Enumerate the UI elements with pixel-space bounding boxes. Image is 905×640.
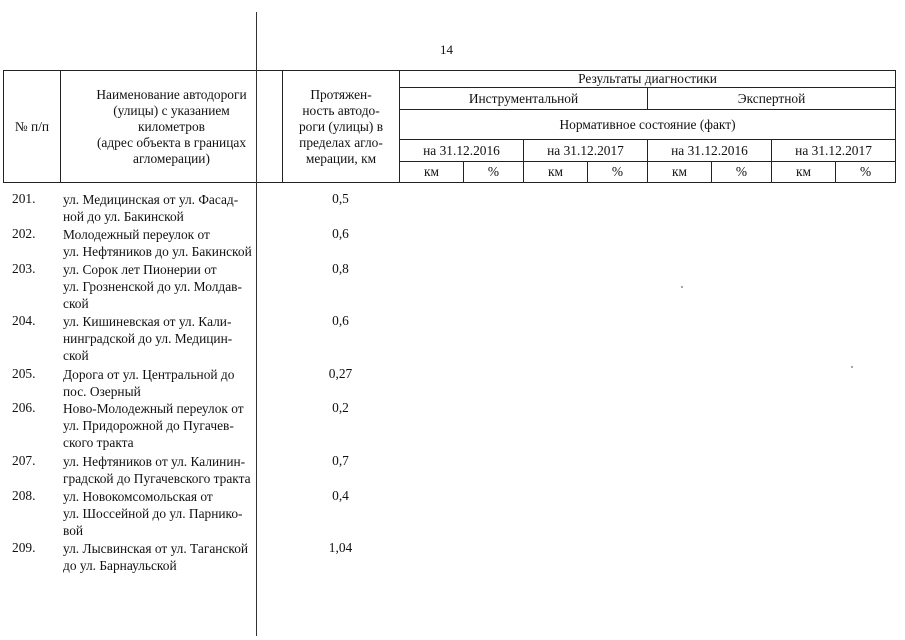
road-name [63,261,281,312]
col-length-line: пределах агло- [299,134,383,150]
road-name [63,366,281,400]
road-name-line: ной до ул. Бакинской [63,209,184,224]
col-length-line: роги (улицы) в [298,118,384,134]
row-number: 205. [12,366,36,381]
row-number: 207. [12,453,36,468]
row-number: 201. [12,191,36,206]
road-length: 0,6 [332,226,349,241]
road-length: 1,04 [328,540,353,555]
col-header-number: № п/п [4,71,61,183]
col-header-road-name [61,71,283,183]
unit-km: км [772,162,836,183]
col-length-line: ность автодо- [302,102,380,118]
row-number: 204. [12,313,36,328]
col-header-length [283,71,400,183]
road-name-line: ул. Грозненской до ул. Молдав- [63,279,242,294]
road-length: 0,6 [332,313,349,328]
scan-fold-line [256,12,257,636]
road-length: 0,7 [332,453,349,468]
unit-km: км [524,162,588,183]
road-name-line: ул. Медицинская от ул. Фасад- [63,192,239,207]
road-name-line: ул. Кишиневская от ул. Кали- [63,314,232,329]
scan-speck [851,366,853,368]
col-name-line: агломерации) [133,150,210,166]
col-header-expert: Экспертной [648,88,896,110]
road-name-line: ул. Нефтяников от ул. Калинин- [63,454,246,469]
road-length: 0,2 [332,400,349,415]
col-name-line: (адрес объекта в границах [96,134,247,150]
road-length: 0,5 [332,191,349,206]
unit-pct: % [464,162,524,183]
road-name-line: ул. Придорожной до Пугачев- [63,418,234,433]
road-name-line: ул. Сорок лет Пионерии от [63,262,217,277]
road-name-line: градской до Пугачевского тракта [63,471,251,486]
road-name [63,191,281,225]
road-name-line: Дорога от ул. Центральной до [63,367,235,382]
row-number: 209. [12,540,36,555]
date-header: на 31.12.2017 [524,140,648,162]
date-header: на 31.12.2016 [648,140,772,162]
row-number: 208. [12,488,36,503]
date-header: на 31.12.2016 [400,140,524,162]
col-name-line: километров [138,118,205,134]
col-header-normative: Нормативное состояние (факт) [400,110,896,140]
road-name [63,540,281,574]
road-name-line: ул. Новокомсомольская от [63,489,213,504]
road-name-line: ской [63,296,89,311]
road-length: 0,27 [328,366,353,381]
scan-speck [681,286,683,288]
road-name-line: Молодежный переулок от [63,227,210,242]
road-name [63,313,281,364]
row-number: 203. [12,261,36,276]
col-header-instrumental: Инструментальной [400,88,648,110]
road-name-line: ул. Лысвинская от ул. Таганской [63,541,249,556]
unit-km: км [400,162,464,183]
road-name-line: пос. Озерный [63,384,141,399]
col-length-line: мерации, км [305,150,377,166]
row-number: 206. [12,400,36,415]
road-name-line: ул. Нефтяников до ул. Бакинской [63,244,252,259]
road-name [63,488,281,539]
road-name [63,400,281,451]
col-name-line: Наименование автодороги [96,86,247,102]
unit-pct: % [712,162,772,183]
road-name-line: нинградской до ул. Медицин- [63,331,233,346]
road-name [63,453,281,487]
road-name-line: ского тракта [63,435,134,450]
road-name-line: Ново-Молодежный переулок от [63,401,244,416]
col-length-line: Протяжен- [310,86,372,102]
road-name-line: вой [63,523,84,538]
unit-km: км [648,162,712,183]
road-name-line: ской [63,348,89,363]
col-header-results: Результаты диагностики [400,71,896,88]
date-header: на 31.12.2017 [772,140,896,162]
row-number: 202. [12,226,36,241]
road-name-line: до ул. Барнаульской [63,558,177,573]
unit-pct: % [836,162,896,183]
col-name-line: (улицы) с указанием [113,102,230,118]
page-number: 14 [440,42,453,57]
unit-pct: % [588,162,648,183]
road-name [63,226,281,260]
road-length: 0,4 [332,488,349,503]
road-length: 0,8 [332,261,349,276]
road-name-line: ул. Шоссейной до ул. Парнико- [63,506,243,521]
diagnostics-table-header [3,70,896,183]
